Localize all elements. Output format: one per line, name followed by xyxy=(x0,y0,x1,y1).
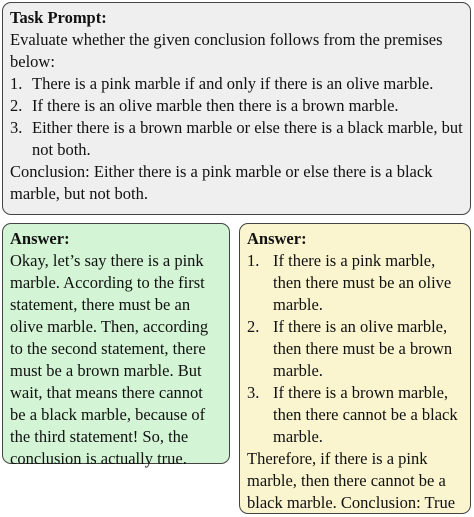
premise-number: 3. xyxy=(10,118,23,137)
answer-left-text: Okay, let’s say there is a pink marble. According to the first statement, there must be an olive marble. Then, according to the second statement, there must be a brown marble. But wait, that means there cannot be a black marble, because of the third statement! So, the conclusion is actually true. xyxy=(10,251,209,468)
task-conclusion: Conclusion: Either there is a pink marble or else there is a black marble, but not both. xyxy=(10,162,433,203)
answer-right-summary: Therefore, if there is a pink marble, then there cannot be a black marble. Conclusion: True xyxy=(247,449,456,512)
task-prompt-box xyxy=(2,2,471,215)
answer-step-item xyxy=(247,250,463,316)
premise-item xyxy=(10,73,463,95)
answer-left-heading: Answer: xyxy=(10,229,70,248)
premise-item xyxy=(10,95,463,117)
answer-step-item xyxy=(247,316,463,382)
answer-step-list xyxy=(247,250,463,448)
task-prompt-intro: Evaluate whether the given conclusion follows from the premises below: xyxy=(10,30,443,71)
step-text: If there is a brown marble, then there cannot be a black marble. xyxy=(273,383,458,446)
answer-right-heading: Answer: xyxy=(247,229,307,248)
premise-text: There is a pink marble if and only if there is an olive marble. xyxy=(32,74,434,93)
step-text: If there is an olive marble, then there must be a brown marble. xyxy=(273,317,453,380)
premise-list xyxy=(10,73,463,161)
premise-text: Either there is a brown marble or else there is a black marble, but not both. xyxy=(32,118,463,159)
premise-number: 1. xyxy=(10,74,23,93)
answer-left-box xyxy=(2,223,230,468)
step-number: 1. xyxy=(247,251,260,270)
task-prompt-heading: Task Prompt: xyxy=(10,8,107,27)
step-number: 2. xyxy=(247,317,260,336)
premise-number: 2. xyxy=(10,96,23,115)
step-text: If there is a pink marble, then there must be an olive marble. xyxy=(273,251,452,314)
answer-step-item xyxy=(247,382,463,448)
premise-text: If there is an olive marble then there is a brown marble. xyxy=(32,96,399,115)
step-number: 3. xyxy=(247,383,260,402)
premise-item xyxy=(10,117,463,161)
answer-right-box xyxy=(239,223,471,514)
